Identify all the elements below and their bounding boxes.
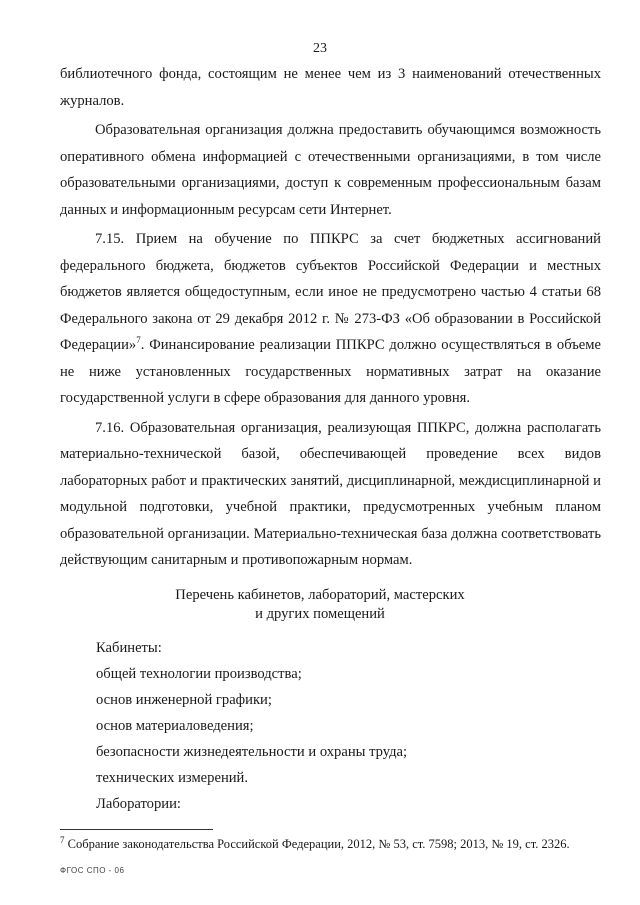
body-text bbox=[60, 61, 601, 577]
list-heading-line-2: и других помещений bbox=[255, 606, 385, 622]
list-item: безопасности жизнедеятельности и охраны труда; bbox=[96, 744, 408, 760]
paragraph-library-fund: библиотечного фонда, состоящим не менее чем из 3 наименований отечественных журналов. bbox=[60, 66, 601, 109]
document-code: ФГОС СПО - 06 bbox=[60, 866, 125, 875]
paragraph-information-exchange: Образовательная организация должна предоставить обучающимся возможность оперативного обмена информацией с отечественными организациями, в том числе образовательными организациями, доступ к современным профессиональным базам данных и информационным ресурсам сети Интернет. bbox=[60, 122, 601, 218]
rooms-list bbox=[96, 635, 407, 817]
paragraph-7-15 bbox=[60, 226, 601, 412]
list-item: Кабинеты: bbox=[96, 640, 162, 656]
footnote bbox=[60, 836, 620, 852]
list-heading bbox=[0, 586, 640, 624]
list-item: основ инженерной графики; bbox=[96, 692, 272, 708]
list-item: основ материаловедения; bbox=[96, 718, 254, 734]
paragraph-7-15-text-before: 7.15. Прием на обучение по ППКРС за счет бюджетных ассигнований федерального бюджета, бюджетов субъектов Российской Федерации и местных бюджетов является общедоступным, если иное не предусмотрено частью 4 статьи 68 Федерального закона от 29 декабря 2012 г. № 273-ФЗ «Об образовании в Российской Федерации» bbox=[60, 231, 601, 353]
list-item: Лаборатории: bbox=[96, 796, 181, 812]
list-item: технических измерений. bbox=[96, 770, 249, 786]
paragraph-7-15-text-after: . Финансирование реализации ППКРС должно осуществляться в объеме не ниже установленных государственных нормативных затрат на оказание государственной услуги в сфере образования для данного уровня. bbox=[60, 337, 601, 406]
list-item: общей технологии производства; bbox=[96, 666, 302, 682]
page-number: 23 bbox=[313, 41, 327, 56]
paragraph-7-16: 7.16. Образовательная организация, реализующая ППКРС, должна располагать материально-технической базой, обеспечивающей проведение всех видов лабораторных работ и практических занятий, дисциплинарной, междисциплинарной и модульной подготовки, учебной практики, предусмотренных учебным планом образовательной организации. Материально-техническая база должна соответствовать действующим санитарным и противопожарным нормам. bbox=[60, 419, 601, 568]
footnote-text: Собрание законодательства Российской Федерации, 2012, № 53, ст. 7598; 2013, № 19, ст. 2326. bbox=[64, 837, 570, 851]
footnote-reference: 7 bbox=[136, 335, 141, 346]
list-heading-line-1: Перечень кабинетов, лабораторий, мастерских bbox=[175, 587, 465, 603]
footnote-separator bbox=[60, 829, 213, 830]
footnote-number: 7 bbox=[60, 834, 65, 845]
